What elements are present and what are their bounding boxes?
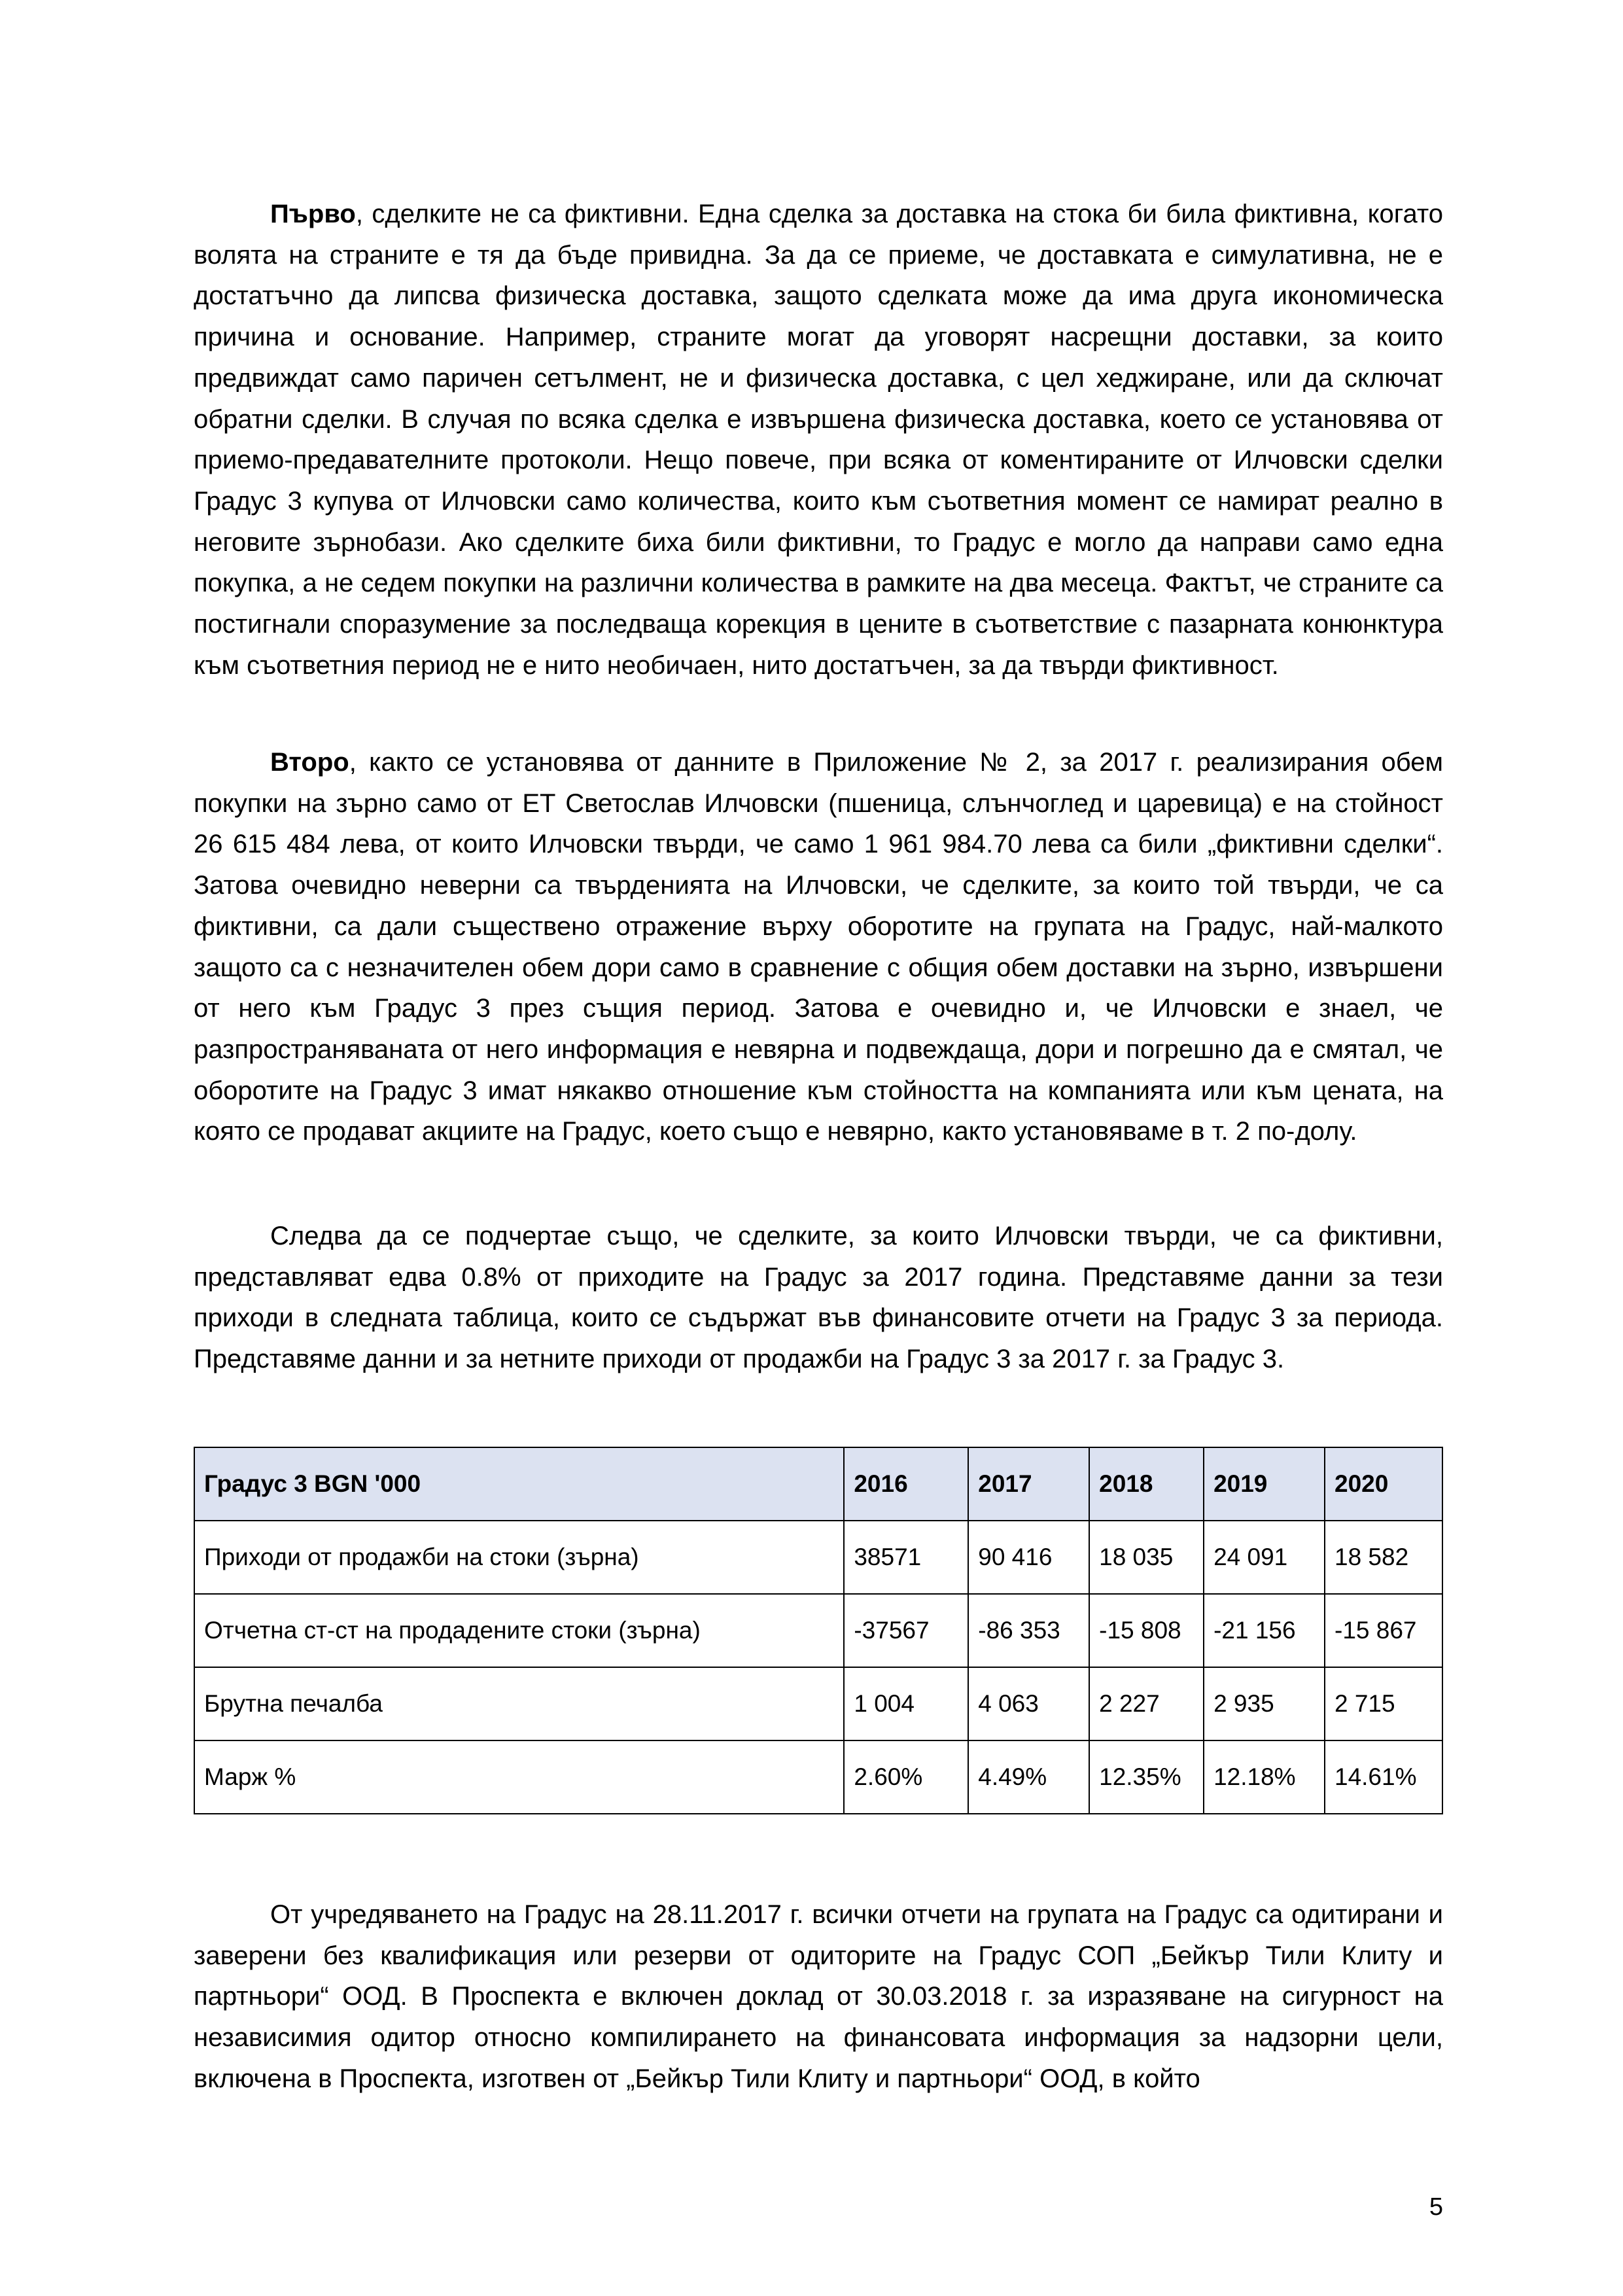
table-row	[194, 1740, 1442, 1814]
table-row	[194, 1594, 1442, 1667]
table-row-label: Отчетна ст-ст на продадените стоки (зърна)	[194, 1594, 844, 1667]
page-number: 5	[1429, 2193, 1443, 2221]
paragraph-lead: Първо	[270, 200, 356, 228]
table-cell: 4.49%	[968, 1740, 1089, 1814]
table-cell: -15 867	[1325, 1594, 1442, 1667]
table-cell: 24 091	[1204, 1521, 1325, 1594]
paragraph-body: Следва да се подчертае също, че сделките, за които Илчовски твърди, че са фиктивни, представляват едва 0.8% от приходите на Градус за 2017 година. Представяме данни за тези приходи в следната таблица, които се съдържат във финансовите отчети на Градус 3 за периода. Представяме данни и за нетните приходи от продажби на Градус 3 за 2017 г. за Градус 3.	[194, 1222, 1443, 1374]
table-row-label: Брутна печалба	[194, 1667, 844, 1740]
table-cell: 2 935	[1204, 1667, 1325, 1740]
table-cell: 38571	[844, 1521, 968, 1594]
paragraph-first	[194, 194, 1443, 686]
table-cell: 1 004	[844, 1667, 968, 1740]
table-header-cell: 2020	[1325, 1447, 1442, 1521]
table-cell: 12.18%	[1204, 1740, 1325, 1814]
table-cell: -15 808	[1089, 1594, 1204, 1667]
table-row-label: Приходи от продажби на стоки (зърна)	[194, 1521, 844, 1594]
table-cell: 18 035	[1089, 1521, 1204, 1594]
table-cell: 18 582	[1325, 1521, 1442, 1594]
table-header-row	[194, 1447, 1442, 1521]
paragraph-body: , както се установява от данните в Приложение № 2, за 2017 г. реализирания обем покупки на зърно само от ЕТ Светослав Илчовски (пшеница, слънчоглед и царевица) е на стойност 26 615 484 лева, от които Илчовски твърди, че само 1 961 984.70 лева са били „фиктивни сделки“. Затова очевидно неверни са твърденията на Илчовски, че сделките, за които той твърди, че са фиктивни, са дали съществено отражение върху оборотите на групата на Градус, най-малкото защото са с незначителен обем дори само в сравнение с общия обем доставки на зърно, извършени от него към Градус 3 през същия период. Затова е очевидно и, че Илчовски е знаел, че разпространяваната от него информация е невярна и подвеждаща, дори и погрешно да е смятал, че оборотите на Градус 3 имат някакво отношение към стойността на компанията или към цената, на която се продават акциите на Градус, което също е невярно, както установяваме в т. 2 по-долу.	[194, 748, 1443, 1146]
table-header-cell: 2017	[968, 1447, 1089, 1521]
table-cell: 4 063	[968, 1667, 1089, 1740]
table-header-cell: 2016	[844, 1447, 968, 1521]
table-cell: 12.35%	[1089, 1740, 1204, 1814]
financial-table	[194, 1447, 1443, 1814]
table-cell: -37567	[844, 1594, 968, 1667]
paragraph-lead: Второ	[270, 748, 349, 777]
table-cell: 14.61%	[1325, 1740, 1442, 1814]
table-cell: -86 353	[968, 1594, 1089, 1667]
table-cell: -21 156	[1204, 1594, 1325, 1667]
table-header-cell: 2019	[1204, 1447, 1325, 1521]
paragraph-body: От учредяването на Градус на 28.11.2017 г. всички отчети на групата на Градус са одитирани и заверени без квалификация или резерви от одиторите на Градус СОП „Бейкър Тили Клиту и партньори“ ООД. В Проспекта е включен доклад от 30.03.2018 г. за изразяване на сигурност на независимия одитор относно компилирането на финансовата информация за надзорни цели, включена в Проспекта, изготвен от „Бейкър Тили Клиту и партньори“ ООД, в който	[194, 1900, 1443, 2093]
table-header-cell: 2018	[1089, 1447, 1204, 1521]
paragraph-fourth	[194, 1894, 1443, 2100]
paragraph-second	[194, 742, 1443, 1152]
table-row	[194, 1667, 1442, 1740]
table-header-cell: Градус 3 BGN '000	[194, 1447, 844, 1521]
table-cell: 90 416	[968, 1521, 1089, 1594]
table-row-label: Марж %	[194, 1740, 844, 1814]
table-cell: 2 715	[1325, 1667, 1442, 1740]
table-cell: 2 227	[1089, 1667, 1204, 1740]
table-row	[194, 1521, 1442, 1594]
paragraph-body: , сделките не са фиктивни. Една сделка за доставка на стока би била фиктивна, когато волята на страните е тя да бъде привидна. За да се приеме, че доставката е симулативна, не е достатъчно да липсва физическа доставка, защото сделката може да има друга икономическа причина и основание. Например, страните могат да уговорят насрещни доставки, за които предвиждат само паричен сетълмент, не и физическа доставка, с цел хеджиране, или да сключат обратни сделки. В случая по всяка сделка е извършена физическа доставка, което се установява от приемо-предавателните протоколи. Нещо повече, при всяка от коментираните от Илчовски сделки Градус 3 купува от Илчовски само количества, които към съответния момент се намират реално в неговите зърнобази. Ако сделките биха били фиктивни, то Градус е могло да направи само една покупка, а не седем покупки на различни количества в рамките на два месеца. Фактът, че страните са постигнали споразумение за последваща корекция в цените в съответствие с пазарната конюнктура към съответния период не е нито необичаен, нито достатъчен, за да твърди фиктивност.	[194, 200, 1443, 680]
table-cell: 2.60%	[844, 1740, 968, 1814]
paragraph-third	[194, 1216, 1443, 1380]
